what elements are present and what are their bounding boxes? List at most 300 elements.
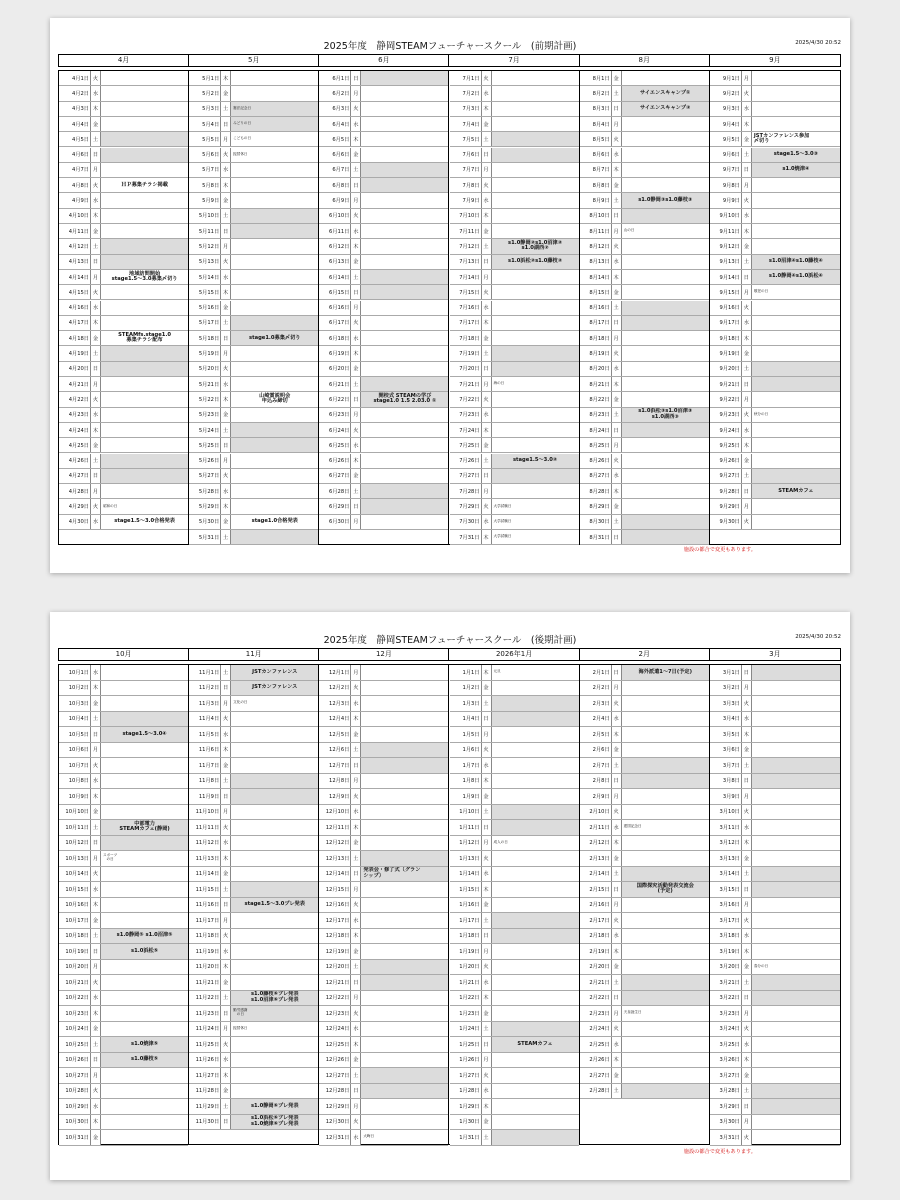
holiday-label: 海の日 xyxy=(493,381,505,386)
day-weekday: 金 xyxy=(612,499,622,513)
day-weekday: 土 xyxy=(612,193,622,207)
day-weekday: 金 xyxy=(221,867,231,882)
day-row xyxy=(710,515,840,530)
day-row xyxy=(450,665,579,681)
event-label: s1.0焼津⑤ xyxy=(131,1040,159,1047)
day-date: 5月1日 xyxy=(189,71,221,85)
day-weekday: 木 xyxy=(91,316,101,330)
day-weekday: 火 xyxy=(482,499,492,513)
day-date: 4月24日 xyxy=(59,423,91,437)
event-label xyxy=(231,316,318,330)
day-row xyxy=(59,851,188,867)
day-date: 2月27日 xyxy=(580,1068,612,1083)
day-weekday: 木 xyxy=(612,377,622,391)
day-date: 6月25日 xyxy=(319,438,351,452)
month-column xyxy=(450,71,580,544)
event-label xyxy=(622,132,709,146)
day-date: 12月23日 xyxy=(319,1006,351,1021)
day-date: 4月5日 xyxy=(59,132,91,146)
day-weekday: 日 xyxy=(221,898,231,913)
event-label xyxy=(492,1084,579,1099)
day-row xyxy=(189,346,318,361)
day-date: 7月27日 xyxy=(450,469,482,483)
day-row xyxy=(319,975,448,991)
event-label xyxy=(622,774,709,789)
day-date: 6月17日 xyxy=(319,316,351,330)
day-row xyxy=(189,774,318,790)
day-weekday: 土 xyxy=(482,696,492,711)
event-label xyxy=(622,913,709,928)
event-label xyxy=(752,681,840,696)
day-weekday: 月 xyxy=(612,898,622,913)
day-date: 11月17日 xyxy=(189,913,221,928)
day-weekday: 木 xyxy=(91,681,101,696)
day-row xyxy=(189,331,318,346)
day-weekday: 水 xyxy=(351,224,361,238)
day-date: 12月6日 xyxy=(319,743,351,758)
day-weekday: 月 xyxy=(482,944,492,959)
day-row xyxy=(450,1130,579,1146)
day-date: 3月13日 xyxy=(710,851,742,866)
day-row xyxy=(580,193,709,208)
event-label xyxy=(101,696,188,711)
day-row xyxy=(710,454,840,469)
day-weekday: 土 xyxy=(612,867,622,882)
day-weekday: 木 xyxy=(612,727,622,742)
day-date: 11月13日 xyxy=(189,851,221,866)
event-label xyxy=(492,316,579,330)
event-label xyxy=(622,377,709,391)
day-date: 12月2日 xyxy=(319,681,351,696)
day-row xyxy=(189,696,318,712)
day-date: 9月17日 xyxy=(710,316,742,330)
day-date: 4月23日 xyxy=(59,408,91,422)
day-date: 11月23日 xyxy=(189,1006,221,1021)
event-label xyxy=(361,1037,448,1052)
day-date: 4月13日 xyxy=(59,255,91,269)
day-row xyxy=(189,1084,318,1100)
day-date: 5月21日 xyxy=(189,377,221,391)
day-row xyxy=(189,1115,318,1131)
day-weekday: 水 xyxy=(482,301,492,315)
day-date: 6月2日 xyxy=(319,86,351,100)
day-weekday: 月 xyxy=(221,239,231,253)
day-row xyxy=(580,392,709,407)
event-label xyxy=(361,193,448,207)
event-label xyxy=(752,727,840,742)
day-row xyxy=(59,960,188,976)
day-row xyxy=(580,1084,709,1100)
day-date: 6月23日 xyxy=(319,408,351,422)
event-label xyxy=(492,1115,579,1130)
day-weekday: 金 xyxy=(351,836,361,851)
day-row xyxy=(59,438,188,453)
month-header: 12月 xyxy=(319,649,449,660)
day-row xyxy=(319,789,448,805)
day-date: 7月5日 xyxy=(450,132,482,146)
event-label xyxy=(752,1006,840,1021)
event-label xyxy=(752,975,840,990)
day-row xyxy=(189,469,318,484)
event-label xyxy=(361,423,448,437)
day-date: 4月11日 xyxy=(59,224,91,238)
day-date: 9月28日 xyxy=(710,484,742,498)
day-row xyxy=(59,392,188,407)
event-label xyxy=(101,301,188,315)
day-weekday: 月 xyxy=(742,285,752,299)
day-row xyxy=(189,530,318,545)
event-label xyxy=(231,270,318,284)
day-row xyxy=(580,665,709,681)
event-label: stage1.5～3.0④ xyxy=(122,730,167,737)
day-date: 12月18日 xyxy=(319,929,351,944)
event-label xyxy=(622,712,709,727)
day-row xyxy=(450,913,579,929)
day-row xyxy=(580,255,709,270)
day-date: 5月30日 xyxy=(189,515,221,529)
day-row xyxy=(59,224,188,239)
event-label xyxy=(752,117,840,131)
day-weekday: 日 xyxy=(221,1115,231,1130)
day-row xyxy=(710,820,840,836)
day-date: 11月9日 xyxy=(189,789,221,804)
day-weekday: 土 xyxy=(612,1084,622,1099)
day-row xyxy=(59,163,188,178)
day-row xyxy=(189,960,318,976)
event-label xyxy=(492,820,579,835)
day-weekday: 木 xyxy=(221,743,231,758)
day-date: 5月23日 xyxy=(189,408,221,422)
event-label xyxy=(492,331,579,345)
day-date: 11月8日 xyxy=(189,774,221,789)
month-column xyxy=(710,665,840,1144)
day-date: 11月7日 xyxy=(189,758,221,773)
event-label: stage1.5～3.0合格発表 xyxy=(114,518,175,525)
day-date: 6月1日 xyxy=(319,71,351,85)
day-weekday: 月 xyxy=(91,484,101,498)
day-row xyxy=(59,1068,188,1084)
day-row xyxy=(189,178,318,193)
day-row xyxy=(580,331,709,346)
day-weekday: 水 xyxy=(351,331,361,345)
event-label xyxy=(231,301,318,315)
day-weekday: 金 xyxy=(612,285,622,299)
event-label xyxy=(231,346,318,360)
day-weekday: 土 xyxy=(612,975,622,990)
day-weekday: 土 xyxy=(351,960,361,975)
day-weekday: 水 xyxy=(482,975,492,990)
day-date: 7月24日 xyxy=(450,423,482,437)
day-weekday: 水 xyxy=(612,469,622,483)
day-date: 8月20日 xyxy=(580,362,612,376)
day-weekday: 金 xyxy=(91,224,101,238)
day-row xyxy=(319,898,448,914)
event-label xyxy=(231,438,318,452)
event-label xyxy=(752,1099,840,1114)
day-date: 1月21日 xyxy=(450,975,482,990)
event-label xyxy=(231,727,318,742)
day-date: 12月1日 xyxy=(319,665,351,680)
day-row xyxy=(189,285,318,300)
event-label xyxy=(231,71,318,85)
month-header: 8月 xyxy=(580,55,710,66)
day-row xyxy=(710,255,840,270)
day-weekday: 日 xyxy=(351,867,361,882)
day-row xyxy=(59,499,188,514)
day-weekday: 月 xyxy=(221,132,231,146)
event-label xyxy=(231,377,318,391)
day-row xyxy=(189,499,318,514)
event-label xyxy=(622,71,709,85)
event-label xyxy=(622,209,709,223)
day-weekday: 金 xyxy=(351,469,361,483)
day-weekday: 金 xyxy=(482,224,492,238)
event-label xyxy=(361,239,448,253)
day-date: 3月7日 xyxy=(710,758,742,773)
day-weekday: 土 xyxy=(221,102,231,116)
day-date: 6月30日 xyxy=(319,515,351,529)
event-label xyxy=(752,454,840,468)
day-weekday: 火 xyxy=(91,71,101,85)
event-label xyxy=(752,1115,840,1130)
event-label xyxy=(622,851,709,866)
event-label xyxy=(101,316,188,330)
day-weekday: 火 xyxy=(351,898,361,913)
day-weekday: 土 xyxy=(742,867,752,882)
day-weekday: 月 xyxy=(612,224,622,238)
day-row xyxy=(450,820,579,836)
day-date: 10月5日 xyxy=(59,727,91,742)
day-weekday: 月 xyxy=(482,484,492,498)
day-weekday: 月 xyxy=(351,301,361,315)
day-row xyxy=(59,820,188,836)
event-label xyxy=(752,423,840,437)
day-row xyxy=(59,882,188,898)
day-row xyxy=(710,882,840,898)
day-weekday: 土 xyxy=(742,255,752,269)
day-date: 8月11日 xyxy=(580,224,612,238)
day-row xyxy=(450,408,579,423)
day-date: 1月10日 xyxy=(450,805,482,820)
day-date: 8月27日 xyxy=(580,469,612,483)
day-date: 2月12日 xyxy=(580,836,612,851)
day-date: 9月11日 xyxy=(710,224,742,238)
day-row xyxy=(710,1130,840,1146)
day-date: 11月5日 xyxy=(189,727,221,742)
day-date: 9月4日 xyxy=(710,117,742,131)
day-date: 6月27日 xyxy=(319,469,351,483)
day-row xyxy=(710,209,840,224)
month-header: 4月 xyxy=(59,55,189,66)
day-weekday: 木 xyxy=(221,285,231,299)
day-row xyxy=(189,163,318,178)
day-weekday: 日 xyxy=(482,148,492,162)
day-row xyxy=(189,438,318,453)
event-label xyxy=(622,270,709,284)
day-weekday: 金 xyxy=(351,255,361,269)
day-row xyxy=(189,102,318,117)
day-weekday: 水 xyxy=(482,515,492,529)
day-row xyxy=(580,789,709,805)
day-weekday: 水 xyxy=(612,255,622,269)
day-date: 1月13日 xyxy=(450,851,482,866)
event-label xyxy=(361,712,448,727)
day-weekday: 月 xyxy=(91,1068,101,1083)
day-date: 11月6日 xyxy=(189,743,221,758)
event-label: stage1.0合格発表 xyxy=(251,518,298,525)
day-row xyxy=(59,301,188,316)
day-weekday: 日 xyxy=(742,377,752,391)
day-date: 4月10日 xyxy=(59,209,91,223)
event-label xyxy=(361,1006,448,1021)
holiday-label: こどもの日 xyxy=(233,136,252,141)
day-date: 1月1日 xyxy=(450,665,482,680)
day-weekday: 水 xyxy=(91,86,101,100)
day-row xyxy=(319,331,448,346)
day-row xyxy=(450,851,579,867)
day-weekday: 水 xyxy=(221,836,231,851)
event-label xyxy=(361,224,448,238)
day-row xyxy=(580,362,709,377)
event-label xyxy=(752,515,840,529)
day-date: 10月22日 xyxy=(59,991,91,1006)
day-weekday: 日 xyxy=(351,392,361,406)
event-label xyxy=(101,193,188,207)
holiday-label: 憲法記念日 xyxy=(233,105,252,110)
day-date: 7月11日 xyxy=(450,224,482,238)
day-weekday: 木 xyxy=(351,454,361,468)
day-date: 11月21日 xyxy=(189,975,221,990)
day-row xyxy=(59,515,188,530)
day-date: 3月28日 xyxy=(710,1084,742,1099)
event-label xyxy=(622,1037,709,1052)
day-date: 9月6日 xyxy=(710,148,742,162)
day-date: 3月20日 xyxy=(710,960,742,975)
day-row xyxy=(189,1068,318,1084)
event-label xyxy=(752,71,840,85)
day-date: 1月2日 xyxy=(450,681,482,696)
day-weekday: 水 xyxy=(91,515,101,529)
day-weekday: 金 xyxy=(612,743,622,758)
day-weekday: 金 xyxy=(482,898,492,913)
event-label xyxy=(101,882,188,897)
day-weekday: 水 xyxy=(221,270,231,284)
day-date: 11月25日 xyxy=(189,1037,221,1052)
day-weekday: 土 xyxy=(742,1084,752,1099)
day-date: 3月4日 xyxy=(710,712,742,727)
day-date: 3月14日 xyxy=(710,867,742,882)
event-label xyxy=(231,743,318,758)
holiday-label: 成人の日 xyxy=(493,839,508,844)
day-row xyxy=(59,836,188,852)
day-weekday: 日 xyxy=(221,681,231,696)
day-weekday: 月 xyxy=(221,346,231,360)
day-weekday: 木 xyxy=(351,712,361,727)
day-date: 4月20日 xyxy=(59,362,91,376)
day-row xyxy=(319,71,448,86)
day-weekday: 火 xyxy=(351,789,361,804)
day-weekday: 土 xyxy=(351,1068,361,1083)
event-label xyxy=(752,469,840,483)
event-label xyxy=(752,346,840,360)
day-row xyxy=(450,836,579,852)
day-date: 8月6日 xyxy=(580,148,612,162)
event-label xyxy=(361,1084,448,1099)
day-date: 3月1日 xyxy=(710,665,742,680)
day-row xyxy=(450,484,579,499)
day-date: 7月10日 xyxy=(450,209,482,223)
day-weekday: 火 xyxy=(221,148,231,162)
day-weekday: 月 xyxy=(91,163,101,177)
holiday-label: スポーツ の日 xyxy=(103,853,118,862)
day-date: 6月26日 xyxy=(319,454,351,468)
event-label xyxy=(101,805,188,820)
day-weekday: 金 xyxy=(482,331,492,345)
day-row xyxy=(59,712,188,728)
day-weekday: 月 xyxy=(221,1022,231,1037)
day-weekday: 日 xyxy=(351,285,361,299)
day-weekday: 水 xyxy=(612,1037,622,1052)
day-date: 12月3日 xyxy=(319,696,351,711)
day-date: 6月5日 xyxy=(319,132,351,146)
event-label xyxy=(101,836,188,851)
event-label xyxy=(492,469,579,483)
event-label xyxy=(101,102,188,116)
day-date: 8月7日 xyxy=(580,163,612,177)
event-label: サイエンスキャンプ① xyxy=(640,89,691,96)
event-label xyxy=(361,805,448,820)
day-date: 6月11日 xyxy=(319,224,351,238)
event-label xyxy=(492,484,579,498)
event-label xyxy=(361,178,448,192)
day-row xyxy=(580,758,709,774)
event-label xyxy=(101,148,188,162)
day-row xyxy=(710,178,840,193)
day-date: 2月13日 xyxy=(580,851,612,866)
day-row xyxy=(710,681,840,697)
day-weekday: 月 xyxy=(351,1099,361,1114)
day-date: 1月15日 xyxy=(450,882,482,897)
day-date: 9月20日 xyxy=(710,362,742,376)
day-row xyxy=(189,71,318,86)
day-weekday: 土 xyxy=(221,665,231,680)
day-row xyxy=(580,178,709,193)
day-row xyxy=(580,1037,709,1053)
day-row xyxy=(59,743,188,759)
day-weekday: 木 xyxy=(742,1053,752,1068)
day-weekday: 日 xyxy=(742,484,752,498)
day-weekday: 日 xyxy=(91,944,101,959)
day-weekday: 月 xyxy=(742,499,752,513)
day-date: 11月20日 xyxy=(189,960,221,975)
day-row xyxy=(450,163,579,178)
day-date: 1月25日 xyxy=(450,1037,482,1052)
day-row xyxy=(710,71,840,86)
day-row xyxy=(189,743,318,759)
day-weekday: 火 xyxy=(91,867,101,882)
day-row xyxy=(580,408,709,423)
day-row xyxy=(580,148,709,163)
event-label xyxy=(361,1115,448,1130)
day-date: 10月7日 xyxy=(59,758,91,773)
day-row xyxy=(710,148,840,163)
day-weekday: 金 xyxy=(482,789,492,804)
day-date: 10月30日 xyxy=(59,1115,91,1130)
day-date: 9月14日 xyxy=(710,270,742,284)
day-row xyxy=(319,408,448,423)
event-label xyxy=(752,944,840,959)
event-label xyxy=(231,1084,318,1099)
